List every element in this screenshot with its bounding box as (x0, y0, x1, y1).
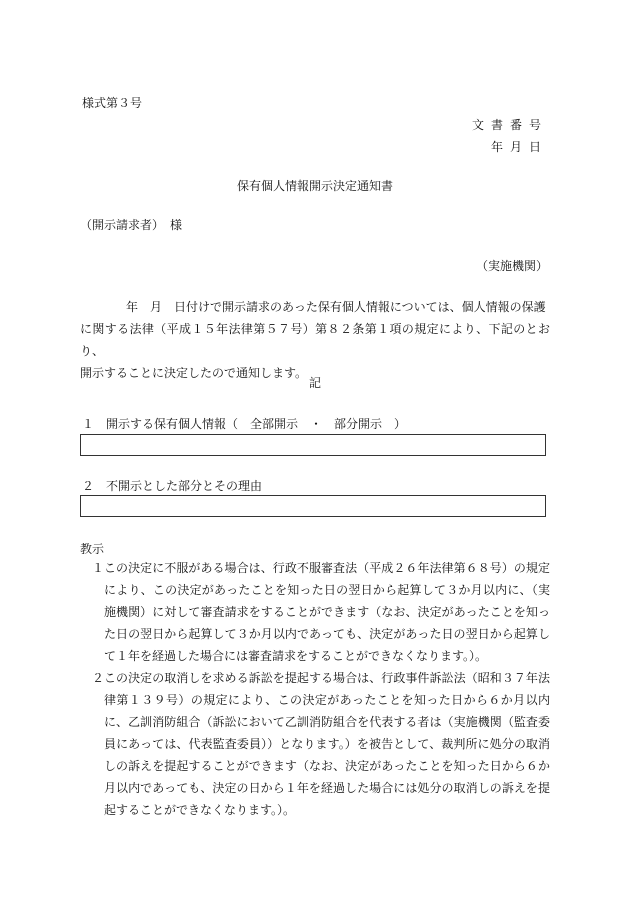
notice-body-line-1: 年 月 日付けで開示請求のあった保有個人情報については、個人情報の保護 (126, 300, 546, 314)
teaching-heading: 教示 (80, 542, 105, 556)
teaching-item-text: この決定に不服がある場合は、行政不服審査法（平成２６年法律第６８号）の規定により、この決定があったことを知った日の翌日から起算して３か月以内に、（実施機関）に対して審査請求をすることができます（なお、決定があったことを知った日の翌日から起算して３か月以内であっても、決定があった日の翌日から起算して１年を経過した場合には審査請求をすることができなくなります。）。 (104, 561, 550, 663)
teaching-section (80, 557, 550, 821)
teaching-item-number: １ (92, 561, 105, 575)
notice-body (80, 296, 550, 384)
document-date-label: 年月日 (490, 140, 548, 154)
recipient-line: （開示請求者） 様 (80, 218, 183, 232)
document-title: 保有個人情報開示決定通知書 (236, 179, 393, 193)
item-undisclosed-reason-label: ２ 不開示とした部分とその理由 (82, 479, 263, 493)
teaching-item-text: この決定の取消しを求める訴訟を提起する場合は、行政事件訴訟法（昭和３７年法律第１３９号）の規定により、この決定があったことを知った日から６か月以内に、乙訓消防組合（訴訟において乙訓消防組合を代表する者は（実施機関（監査委員にあっては、代表監査委員））となります。）を被告として、裁判所に処分の取消しの訴えを提起することができます（なお、決定があったことを知った日から６か月以内であっても、決定の日から１年を経過した場合には処分の取消しの訴えを提起することができなくなります。）。 (104, 671, 550, 817)
teaching-item (80, 667, 550, 821)
item-undisclosed-reason-box[interactable] (80, 495, 546, 517)
notice-body-line-3: 開示することに決定したので通知します。 (80, 366, 308, 380)
notice-body-line-2: に関する法律（平成１５年法律第５７号）第８２条第１項の規定により、下記のとおり、 (80, 322, 550, 358)
ki-heading: 記 (308, 376, 321, 390)
implementing-agency: （実施機関） (475, 259, 548, 273)
item-disclosed-info-box[interactable] (80, 434, 546, 456)
form-number: 様式第３号 (82, 96, 143, 110)
item-disclosed-info-label: １ 開示する保有個人情報（ 全部開示 ・ 部分開示 ） (82, 417, 407, 431)
teaching-item-number: ２ (92, 671, 105, 685)
teaching-item (80, 557, 550, 667)
document-number-label: 文書番号 (471, 118, 548, 132)
